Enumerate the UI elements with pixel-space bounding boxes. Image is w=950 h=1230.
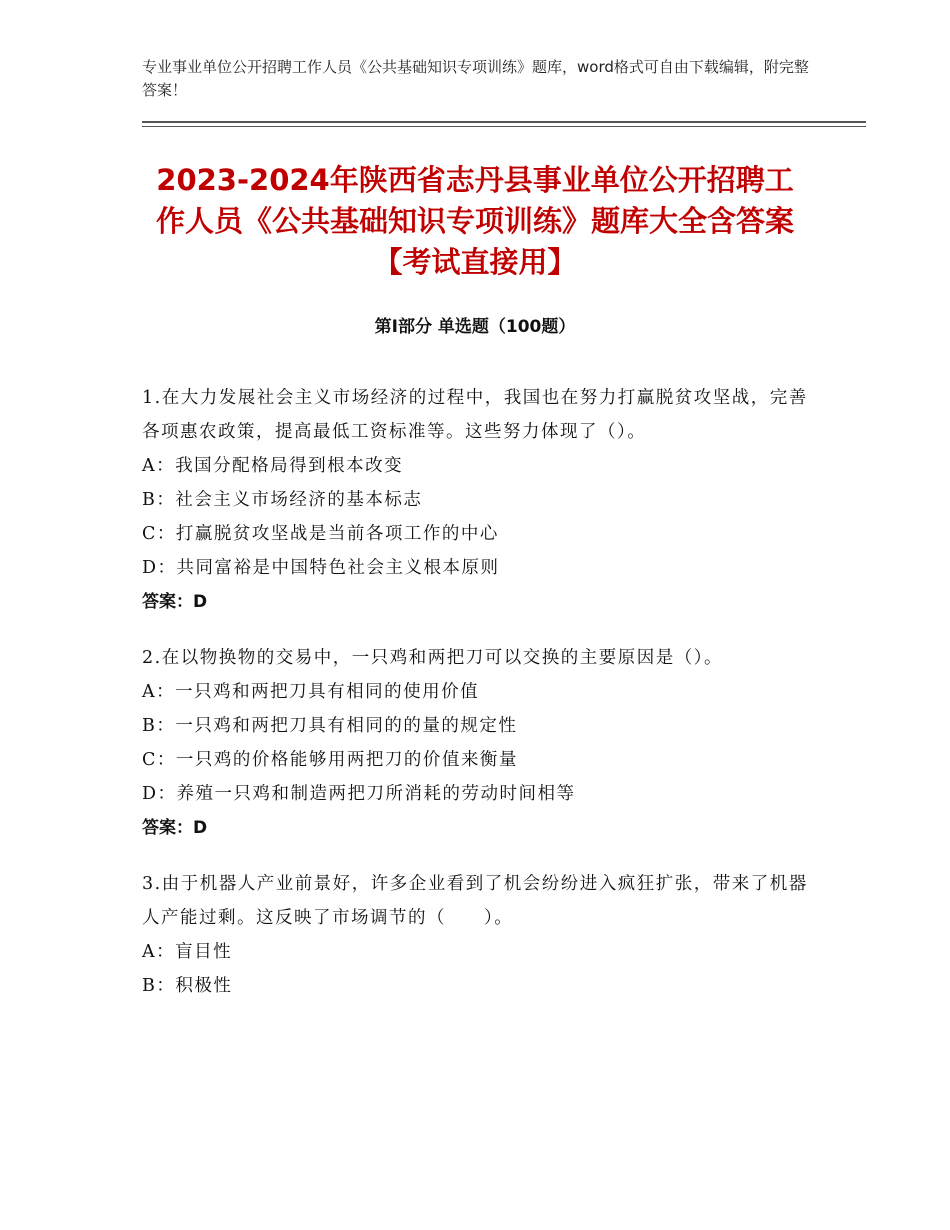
question-2 bbox=[142, 641, 810, 845]
answer: 答案：D bbox=[142, 592, 208, 612]
question-stem: 2.在以物换物的交易中，一只鸡和两把刀可以交换的主要原因是（）。 bbox=[142, 648, 723, 668]
question-3 bbox=[142, 867, 810, 1003]
header-rule-thin bbox=[142, 126, 866, 127]
option-a: A：一只鸡和两把刀具有相同的使用价值 bbox=[142, 682, 480, 702]
option-d: D：共同富裕是中国特色社会主义根本原则 bbox=[142, 558, 500, 578]
header-rule-thick bbox=[142, 121, 866, 123]
option-c: C：打赢脱贫攻坚战是当前各项工作的中心 bbox=[142, 524, 499, 544]
option-b: B：社会主义市场经济的基本标志 bbox=[142, 490, 423, 510]
option-c: C：一只鸡的价格能够用两把刀的价值来衡量 bbox=[142, 750, 518, 770]
option-a: A：盲目性 bbox=[142, 942, 233, 962]
option-b: B：一只鸡和两把刀具有相同的的量的规定性 bbox=[142, 716, 518, 736]
answer: 答案：D bbox=[142, 818, 208, 838]
option-d: D：养殖一只鸡和制造两把刀所消耗的劳动时间相等 bbox=[142, 784, 576, 804]
document-title: 2023-2024年陕西省志丹县事业单位公开招聘工作人员《公共基础知识专项训练》题库大全含答案【考试直接用】 bbox=[155, 163, 794, 279]
option-a: A：我国分配格局得到根本改变 bbox=[142, 456, 404, 476]
question-stem: 3.由于机器人产业前景好，许多企业看到了机会纷纷进入疯狂扩张，带来了机器人产能过剩。这反映了市场调节的（ ）。 bbox=[142, 874, 808, 928]
header-note: 专业事业单位公开招聘工作人员《公共基础知识专项训练》题库，word格式可自由下载编辑，附完整答案！ bbox=[142, 58, 809, 99]
question-1 bbox=[142, 381, 810, 619]
question-list bbox=[142, 381, 810, 1025]
question-stem: 1.在大力发展社会主义市场经济的过程中，我国也在努力打赢脱贫攻坚战，完善各项惠农政策，提高最低工资标准等。这些努力体现了（）。 bbox=[142, 388, 808, 442]
option-b: B：积极性 bbox=[142, 976, 233, 996]
section-heading: 第Ⅰ部分 单选题（100题） bbox=[374, 317, 576, 337]
